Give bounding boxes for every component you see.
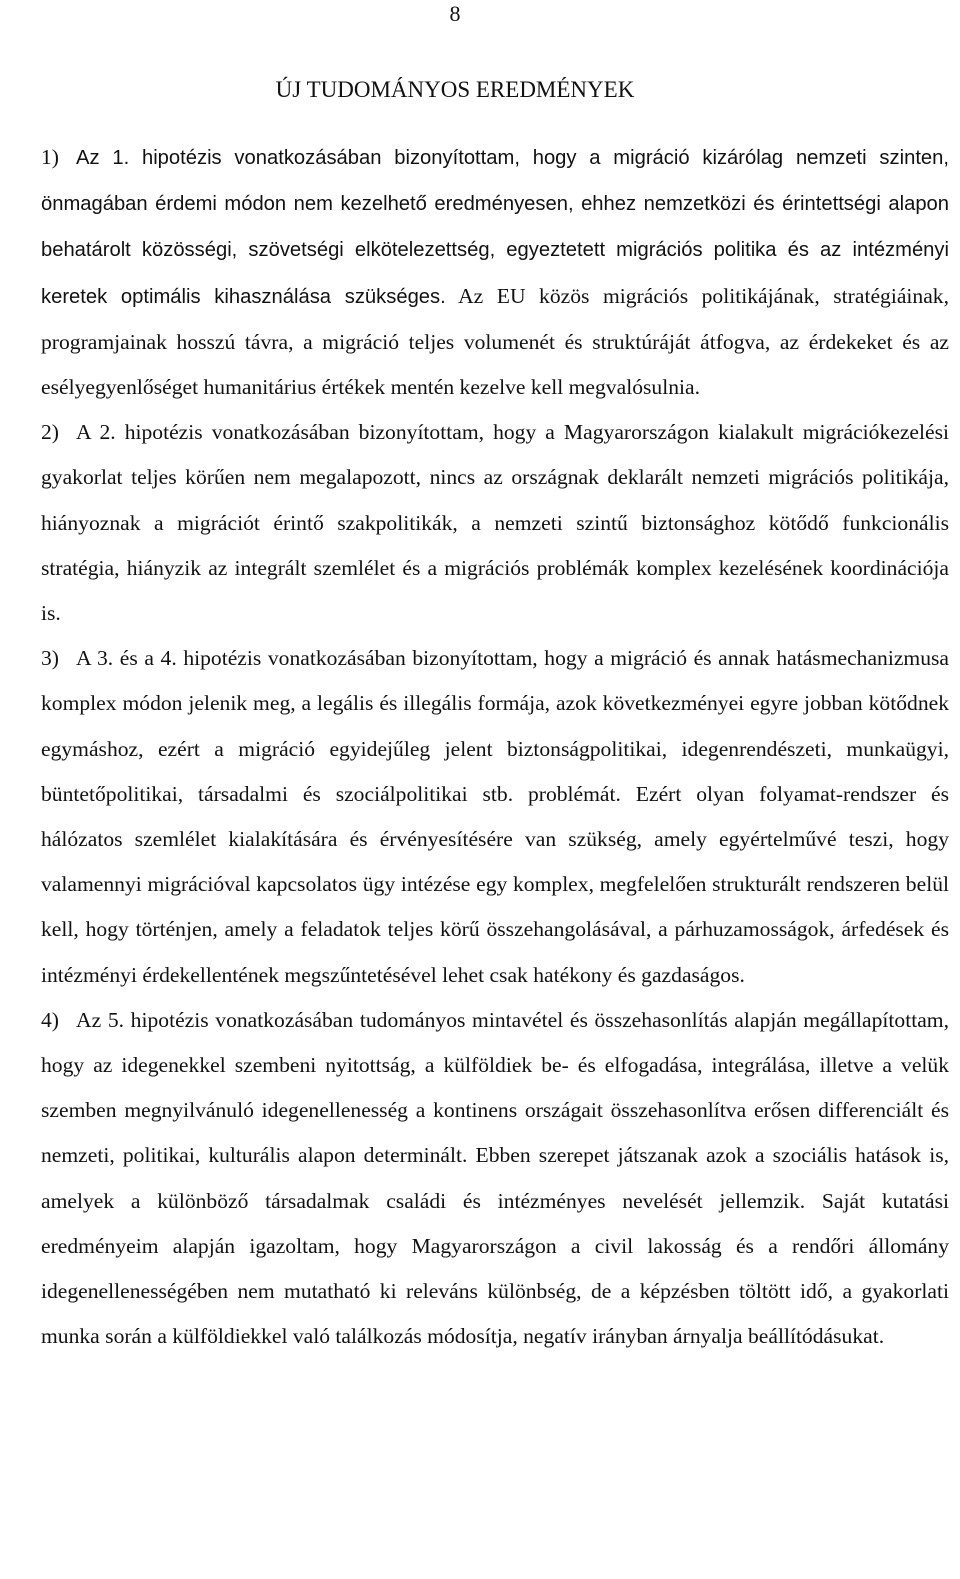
item-number: 4): [41, 1007, 59, 1032]
item-text: A 2. hipotézis vonatkozásában bizonyítottam, hogy a Magyarországon kialakult migrációkezelési gyakorlat teljes körűen nem megalapozott, nincs az országnak deklarált nemzeti migrációs politikája, hiányoznak a migrációt érintő szakpolitikák, a nemzeti szintű biztonsághoz kötődő funkcionális stratégia, hiányzik az integrált szemlélet és a migrációs problémák komplex kezelésének koordinációja is.: [41, 420, 949, 626]
item-number: 3): [41, 646, 59, 671]
item-text: Az EU közös migrációs politikájának, stratégiáinak, programjainak hosszú távra, a migráció teljes volumenét és struktúráját átfogva, az érdekeket és az esélyegyenlőséget humanitárius értékek mentén kezelve kell megvalósulnia.: [41, 283, 949, 400]
section-heading: ÚJ TUDOMÁNYOS EREDMÉNYEK: [275, 77, 635, 102]
item-text-sans: Az 1. hipotézis vonatkozásában bizonyítottam, hogy a migráció kizárólag nemzeti szinten, önmagában érdemi módon nem kezelhető eredményesen, ehhez nemzetközi és érintettségi alapon behatárolt közösségi, szövetségi elkötelezettség, egyeztetett migrációs politika és az intézményi keretek optimális kihasználása szükséges.: [41, 147, 949, 308]
item-number: 1): [41, 145, 59, 169]
list-item-2: [41, 410, 949, 636]
list-item-1: [41, 135, 949, 410]
list-item-3: [41, 636, 949, 998]
list-item-4: [41, 998, 949, 1360]
results-list: [41, 135, 949, 1359]
item-number: 2): [41, 420, 59, 445]
item-text: Az 5. hipotézis vonatkozásában tudományos mintavétel és összehasonlítás alapján megállapítottam, hogy az idegenekkel szembeni nyitottság, a külföldiek be- és elfogadása, integrálása, illetve a velük szemben megnyilvánuló idegenellenesség a kontinens országait összehasonlítva erősen differenciált és nemzeti, politikai, kulturális alapon determinált. Ebben szerepet játszanak azok a szociális hatások is, amelyek a különböző társadalmak családi és intézményes nevelését jellemzik. Saját kutatási eredményeim alapján igazoltam, hogy Magyarországon a civil lakosság és a rendőri állomány idegenellenességében nem mutatható ki releváns különbség, de a képzésben töltött idő, a gyakorlati munka során a külföldiekkel való találkozás módosítja, negatív irányban árnyalja beállítódásukat.: [41, 1007, 949, 1349]
item-text: A 3. és a 4. hipotézis vonatkozásában bizonyítottam, hogy a migráció és annak hatásmechanizmusa komplex módon jelenik meg, a legális és illegális formája, azok következményei egyre jobban kötődnek egymáshoz, ezért a migráció egyidejűleg jelent biztonságpolitikai, idegenrendészeti, munkaügyi, büntetőpolitikai, társadalmi és szociálpolitikai stb. problémát. Ezért olyan folyamat-rendszer és hálózatos szemlélet kialakítására és érvényesítésére van szükség, amely egyértelművé teszi, hogy valamennyi migrációval kapcsolatos ügy intézése egy komplex, megfelelően strukturált rendszeren belül kell, hogy történjen, amely a feladatok teljes körű összehangolásával, a párhuzamosságok, árfedések és intézményi érdekellentének megszűntetésével lehet csak hatékony és gazdaságos.: [41, 646, 949, 987]
page-number: 8: [449, 1, 461, 26]
